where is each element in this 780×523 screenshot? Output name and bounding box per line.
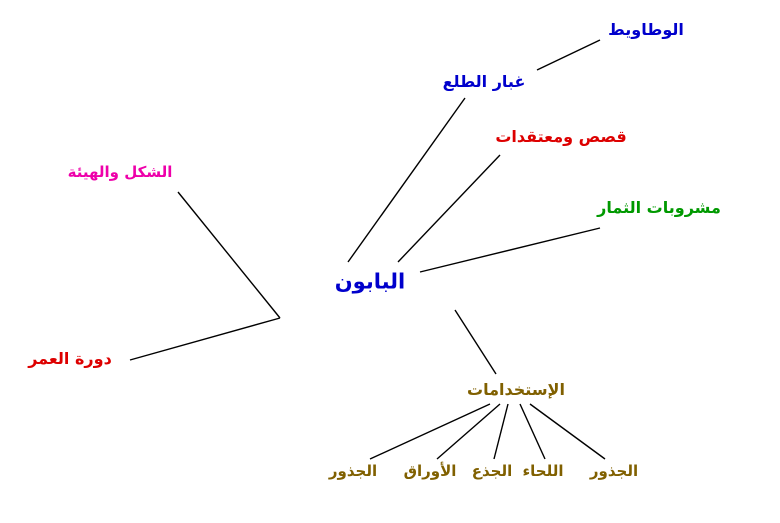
node-root[interactable]: البابون <box>334 269 406 294</box>
edge-pollen-to-bats <box>537 40 600 70</box>
edge-root-to-lifecycle <box>130 318 280 360</box>
node-lifecycle[interactable]: دورة العمر <box>28 349 112 369</box>
edge-uses-to-leaves <box>437 404 500 459</box>
node-pollen[interactable]: غبار الطلع <box>442 72 526 92</box>
edge-uses-to-trunk <box>494 404 508 459</box>
node-roots[interactable]: الجذور <box>589 461 639 480</box>
edge-root-to-uses <box>455 310 496 374</box>
edge-root-to-drinks <box>420 228 600 272</box>
node-leaves[interactable]: الأوراق <box>403 461 457 480</box>
node-bark[interactable]: اللحاء <box>522 461 564 480</box>
node-drinks[interactable]: مشروبات الثمار <box>597 198 721 218</box>
edge-root-to-pollen <box>348 98 465 262</box>
node-fruit[interactable]: الجذور <box>328 461 378 480</box>
edge-uses-to-fruit <box>370 404 490 459</box>
node-shape[interactable]: الشكل والهيئة <box>67 162 173 181</box>
node-trunk[interactable]: الجذع <box>471 461 513 480</box>
node-bats[interactable]: الوطاويط <box>608 20 684 40</box>
node-uses[interactable]: الإستخدامات <box>467 380 565 400</box>
node-stories[interactable]: قصص ومعتقدات <box>495 127 627 147</box>
edge-root-to-shape <box>178 192 280 318</box>
